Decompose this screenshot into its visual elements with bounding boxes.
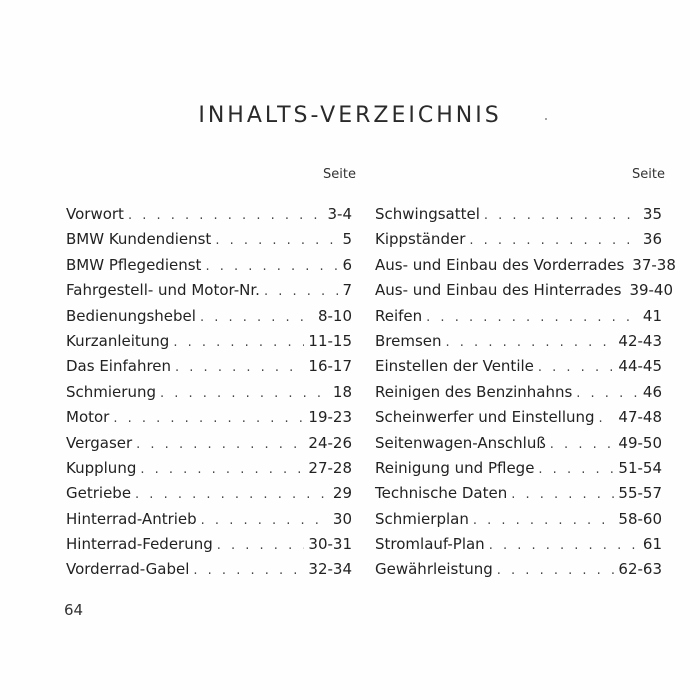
toc-entry bbox=[66, 434, 352, 459]
toc-entry bbox=[66, 307, 352, 332]
dot-leader bbox=[511, 487, 614, 502]
dot-leader bbox=[200, 310, 314, 325]
print-speck bbox=[545, 118, 547, 120]
toc-entry-page: 30 bbox=[332, 509, 352, 528]
toc-entry bbox=[66, 560, 352, 585]
dot-leader bbox=[201, 513, 329, 528]
toc-entry-page: 42-43 bbox=[618, 331, 662, 350]
toc-entry-title: BMW Kundendienst bbox=[66, 230, 212, 249]
toc-entry bbox=[375, 357, 662, 382]
dot-leader bbox=[550, 437, 615, 452]
toc-left-column bbox=[66, 205, 352, 586]
toc-entry bbox=[375, 230, 662, 255]
toc-entry-title: Technische Daten bbox=[375, 484, 508, 503]
toc-entry-page: 49-50 bbox=[618, 433, 662, 452]
toc-entry bbox=[375, 408, 662, 433]
toc-entry bbox=[375, 332, 662, 357]
toc-entry-page: 6 bbox=[342, 255, 352, 274]
dot-leader bbox=[215, 233, 338, 248]
toc-entry bbox=[66, 484, 352, 509]
toc-entry-page: 41 bbox=[642, 306, 662, 325]
toc-entry-page: 27-28 bbox=[308, 458, 352, 477]
toc-entry-title: Hinterrad-Antrieb bbox=[66, 509, 197, 528]
toc-entry-title: Reinigen des Benzinhahns bbox=[375, 382, 573, 401]
toc-entry-title: Schmierung bbox=[66, 382, 156, 401]
toc-entry-page: 24-26 bbox=[308, 433, 352, 452]
toc-entry bbox=[66, 459, 352, 484]
toc-entry bbox=[375, 383, 662, 408]
dot-leader bbox=[128, 208, 324, 223]
toc-entry bbox=[66, 230, 352, 255]
toc-entry-page: 46 bbox=[642, 382, 662, 401]
toc-entry-page: 19-23 bbox=[308, 408, 352, 427]
toc-entry-page: 8-10 bbox=[317, 306, 352, 325]
toc-entry bbox=[66, 510, 352, 535]
dot-leader bbox=[173, 335, 304, 350]
toc-entry-page: 58-60 bbox=[618, 509, 662, 528]
toc-right-column bbox=[375, 205, 676, 586]
toc-entry-title: Aus- und Einbau des Vorderrades bbox=[375, 255, 625, 274]
toc-entry-title: Fahrgestell- und Motor-Nr. bbox=[66, 281, 260, 300]
toc-entry bbox=[66, 205, 352, 230]
toc-entry-title: Einstellen der Ventile bbox=[375, 357, 534, 376]
toc-entry-page: 18 bbox=[332, 382, 352, 401]
toc-entry bbox=[375, 434, 662, 459]
toc-entry bbox=[375, 205, 662, 230]
dot-leader bbox=[160, 386, 329, 401]
dot-leader bbox=[538, 462, 614, 477]
dot-leader bbox=[140, 462, 304, 477]
toc-entry bbox=[375, 459, 662, 484]
dot-leader bbox=[426, 310, 639, 325]
toc-entry-title: Bedienungshebel bbox=[66, 306, 196, 325]
toc-entry-title: Stromlauf-Plan bbox=[375, 535, 485, 554]
toc-entry-page: 16-17 bbox=[308, 357, 352, 376]
toc-entry bbox=[375, 281, 674, 306]
toc-entry-title: Motor bbox=[66, 408, 110, 427]
toc-entry bbox=[66, 408, 352, 433]
toc-entry bbox=[375, 560, 662, 585]
toc-entry-title: BMW Pflegedienst bbox=[66, 255, 202, 274]
dot-leader bbox=[136, 437, 304, 452]
toc-entry-page: 47-48 bbox=[618, 408, 662, 427]
dot-leader bbox=[175, 360, 304, 375]
toc-entry-title: Vergaser bbox=[66, 433, 133, 452]
page-title: INHALTS-VERZEICHNIS bbox=[198, 103, 502, 128]
toc-entry bbox=[66, 357, 352, 382]
toc-entry-page: 32-34 bbox=[308, 560, 352, 579]
toc-entry-title: Vorderrad-Gabel bbox=[66, 560, 190, 579]
toc-entry bbox=[375, 510, 662, 535]
page-number: 64 bbox=[64, 601, 84, 619]
toc-entry-title: Das Einfahren bbox=[66, 357, 172, 376]
dot-leader bbox=[576, 386, 639, 401]
toc-entry-title: Seitenwagen-Anschluß bbox=[375, 433, 546, 452]
toc-entry-title: Kurzanleitung bbox=[66, 331, 170, 350]
toc-entry-title: Scheinwerfer und Einstellung bbox=[375, 408, 595, 427]
dot-leader bbox=[264, 284, 339, 299]
toc-entry bbox=[66, 332, 352, 357]
dot-leader bbox=[469, 233, 639, 248]
toc-entry bbox=[375, 255, 676, 281]
dot-leader bbox=[446, 335, 615, 350]
toc-entry-title: Gewährleistung bbox=[375, 560, 493, 579]
dot-leader bbox=[489, 538, 639, 553]
toc-entry bbox=[375, 484, 662, 509]
toc-entry-title: Bremsen bbox=[375, 331, 442, 350]
dot-leader bbox=[135, 487, 329, 502]
toc-entry-page: 11-15 bbox=[308, 331, 352, 350]
dot-leader bbox=[217, 538, 305, 553]
toc-entry-title: Aus- und Einbau des Hinterrades bbox=[375, 281, 622, 300]
toc-entry-page: 35 bbox=[642, 205, 662, 223]
toc-entry-title: Schmierplan bbox=[375, 509, 469, 528]
toc-entry-page: 7 bbox=[342, 281, 352, 300]
dot-leader bbox=[599, 411, 615, 426]
toc-entry-page: 37-38 bbox=[632, 255, 676, 274]
toc-entry-page: 29 bbox=[332, 484, 352, 503]
toc-entry-title: Vorwort bbox=[66, 205, 124, 223]
toc-entry bbox=[66, 535, 352, 560]
dot-leader bbox=[473, 513, 615, 528]
right-column-header: Seite bbox=[632, 167, 665, 182]
toc-entry bbox=[375, 307, 662, 332]
dot-leader bbox=[497, 563, 615, 578]
toc-entry bbox=[66, 383, 352, 408]
toc-entry bbox=[66, 281, 352, 306]
toc-entry-page: 3-4 bbox=[327, 205, 352, 223]
toc-entry-title: Schwingsattel bbox=[375, 205, 480, 223]
toc-entry bbox=[375, 535, 662, 560]
toc-entry bbox=[66, 256, 352, 281]
toc-entry-page: 44-45 bbox=[618, 357, 662, 376]
toc-entry-title: Reifen bbox=[375, 306, 423, 325]
toc-entry-page: 36 bbox=[642, 230, 662, 249]
toc-entry-page: 30-31 bbox=[308, 535, 352, 554]
toc-entry-title: Hinterrad-Federung bbox=[66, 535, 213, 554]
toc-entry-page: 62-63 bbox=[618, 560, 662, 579]
dot-leader bbox=[193, 563, 304, 578]
toc-entry-title: Reinigung und Pflege bbox=[375, 458, 535, 477]
toc-entry-title: Kupplung bbox=[66, 458, 137, 477]
dot-leader bbox=[205, 259, 338, 274]
toc-entry-page: 39-40 bbox=[629, 281, 674, 300]
toc-entry-page: 55-57 bbox=[618, 484, 662, 503]
toc-entry-page: 5 bbox=[342, 230, 352, 249]
dot-leader bbox=[484, 208, 639, 223]
dot-leader bbox=[538, 360, 615, 375]
toc-entry-title: Kippständer bbox=[375, 230, 466, 249]
toc-entry-title: Getriebe bbox=[66, 484, 132, 503]
toc-entry-page: 51-54 bbox=[618, 458, 662, 477]
left-column-header: Seite bbox=[323, 167, 356, 182]
toc-entry-page: 61 bbox=[642, 535, 662, 554]
dot-leader bbox=[113, 411, 304, 426]
